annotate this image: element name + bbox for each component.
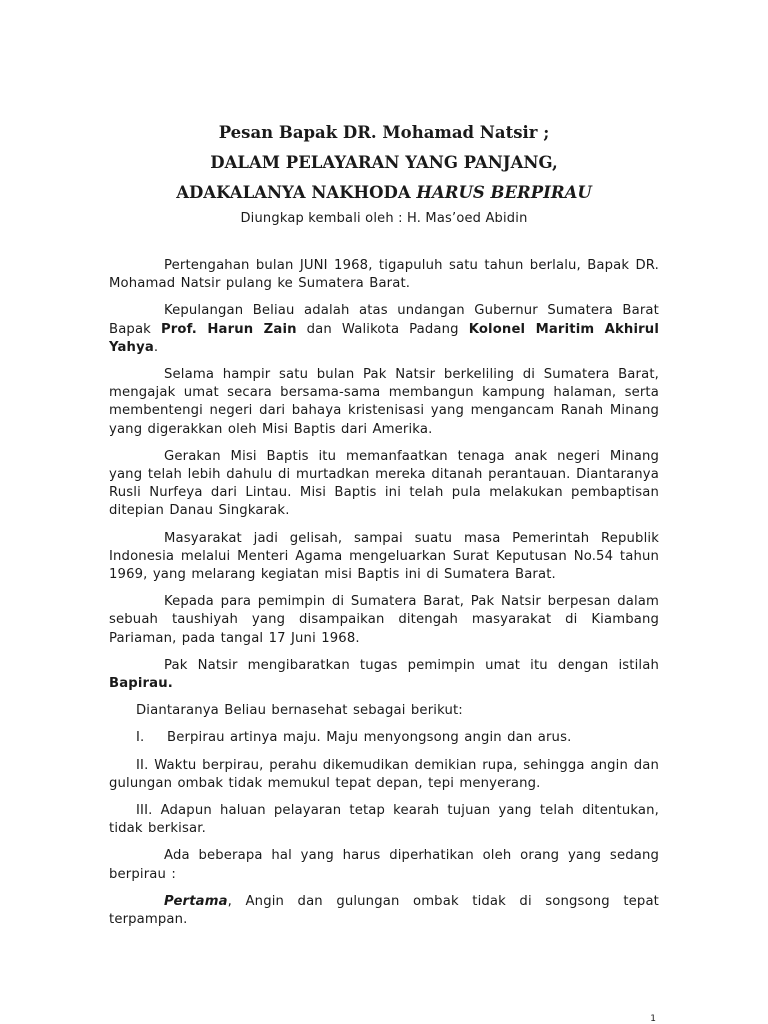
paragraph-10: Pertama, Angin dan gulungan ombak tidak di songsong tepat terpampan. bbox=[109, 893, 659, 928]
paragraph-5: Masyarakat jadi gelisah, sampai suatu masa Pemerintah Republik Indonesia melalui Menteri Agama mengeluarkan Surat Keputusan No.54 tahun 1969, yang melarang kegiatan misi Baptis ini di Sumatera Barat. bbox=[109, 530, 659, 583]
term-pertama: Pertama bbox=[164, 893, 228, 909]
term-bapirau: Bapirau. bbox=[109, 676, 173, 692]
paragraph-9: Ada beberapa hal yang harus diperhatikan oleh orang yang sedang berpirau : bbox=[109, 848, 659, 882]
title-line-3-plain: ADAKALANYA NAKHODA bbox=[176, 183, 417, 202]
list-item-1 bbox=[109, 729, 659, 747]
list-item-1-number: I. bbox=[136, 730, 145, 746]
paragraph-2: Kepulangan Beliau adalah atas undangan Gubernur Sumatera Barat Bapak Prof. Harun Zain dan Walikota Padang Kolonel Maritim Akhirul Yahya. bbox=[109, 303, 659, 355]
paragraph-4: Gerakan Misi Baptis itu memanfaatkan tenaga anak negeri Minang yang telah lebih dahulu di murtadkan mereka ditanah perantauan. Diantaranya Rusli Nurfeya dari Lintau. Misi Baptis ini telah pula melakukan pembaptisan ditepian Danau Singkarak. bbox=[109, 448, 659, 519]
list-item-3: III. Adapun haluan pelayaran tetap kearah tujuan yang telah ditentukan, tidak berkisar. bbox=[109, 803, 659, 837]
document-page bbox=[109, 118, 659, 938]
title-line-3 bbox=[109, 178, 659, 208]
list-item-2: II. Waktu berpirau, perahu dikemudikan demikian rupa, sehingga angin dan gulungan ombak tidak memukul tepat depan, tepi menyerang. bbox=[109, 757, 659, 791]
title-line-1: Pesan Bapak DR. Mohamad Natsir ; bbox=[218, 123, 550, 142]
name-akhirul-yahya: Kolonel Maritim Akhirul Yahya bbox=[109, 321, 659, 355]
paragraph-1: Pertengahan bulan JUNI 1968, tigapuluh satu tahun berlalu, Bapak DR. Mohamad Natsir pulang ke Sumatera Barat. bbox=[109, 258, 659, 292]
paragraph-3: Selama hampir satu bulan Pak Natsir berkeliling di Sumatera Barat, mengajak umat secara bersama-sama membangun kampung halaman, serta membentengi negeri dari bahaya kristenisasi yang mengancam Ranah Minang yang digerakkan oleh Misi Baptis dari Amerika. bbox=[109, 367, 659, 437]
paragraph-8: Diantaranya Beliau bernasehat sebagai berikut: bbox=[136, 703, 463, 719]
name-harun-zain: Prof. Harun Zain bbox=[160, 321, 297, 337]
paragraph-6: Kepada para pemimpin di Sumatera Barat, Pak Natsir berpesan dalam sebuah taushiyah yang disampaikan ditengah masyarakat di Kiambang Pariaman, pada tangal 17 Juni 1968. bbox=[109, 594, 659, 646]
page-number: 1 bbox=[650, 1014, 656, 1024]
title-line-2: DALAM PELAYARAN YANG PANJANG, bbox=[210, 153, 558, 172]
list-item-1-text: Berpirau artinya maju. Maju menyongsong angin dan arus. bbox=[167, 730, 572, 746]
title-line-3-italic: HARUS BERPIRAU bbox=[416, 183, 592, 202]
byline: Diungkap kembali oleh : H. Mas’oed Abidin bbox=[240, 211, 528, 226]
paragraph-7: Pak Natsir mengibaratkan tugas pemimpin umat itu dengan istilah Bapirau. bbox=[109, 657, 659, 692]
